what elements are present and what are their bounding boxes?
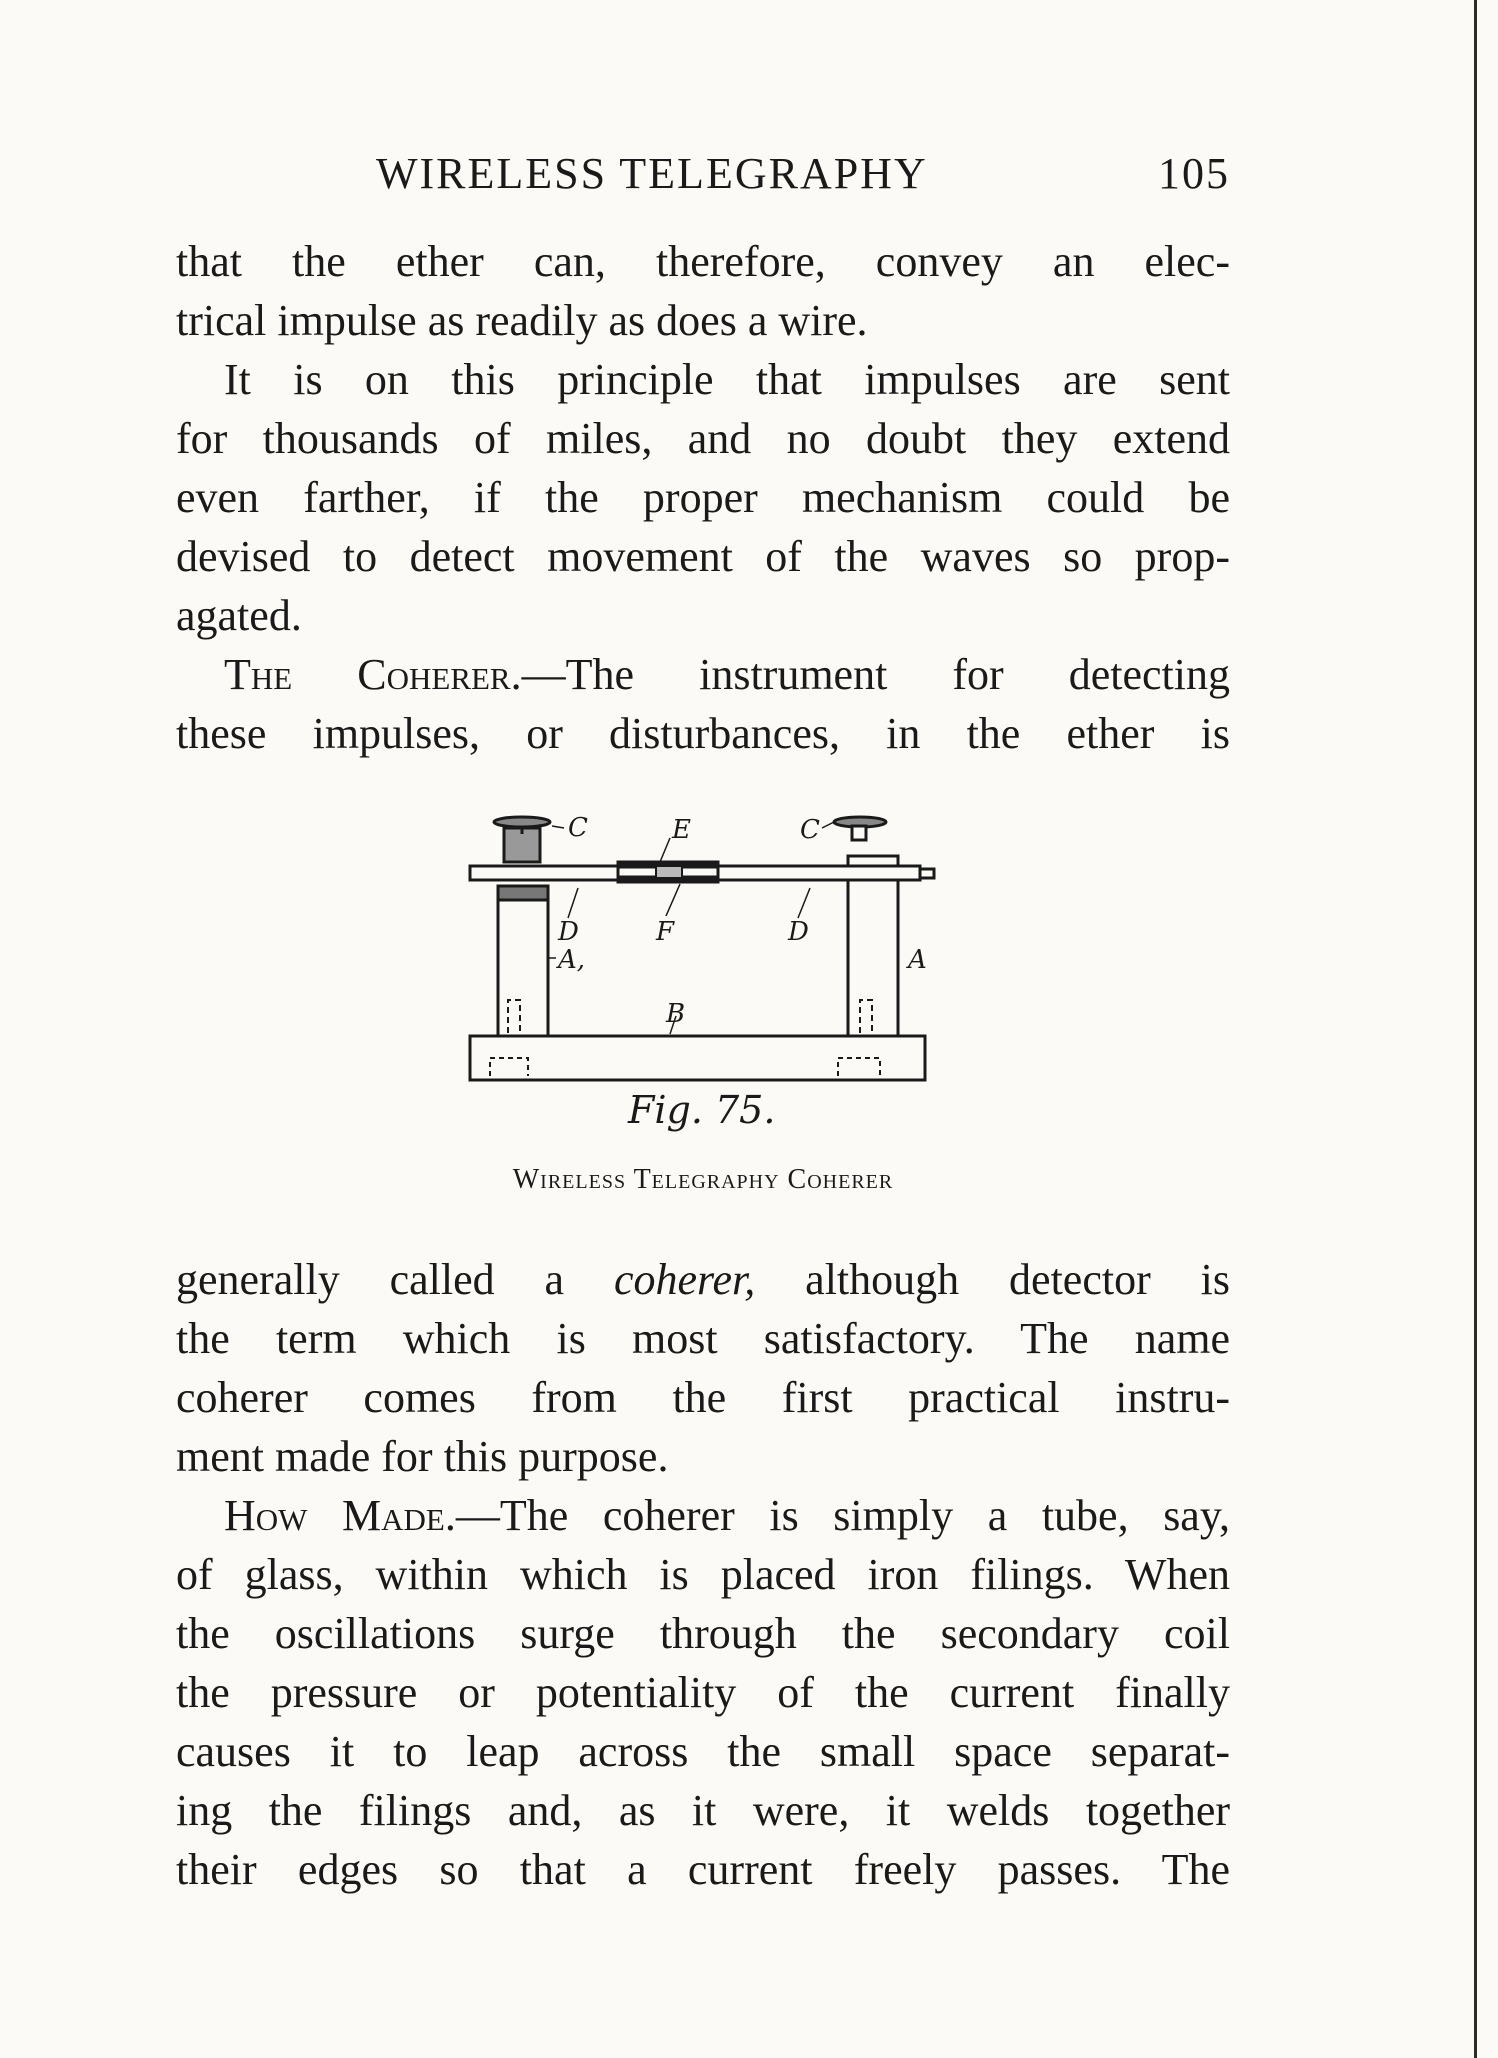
binding-screw-right-shaft [852, 826, 866, 840]
paragraph-4-line-1-pre: generally called a [176, 1255, 614, 1304]
label-c-left: C [568, 813, 588, 843]
paragraph-3-line-1-text: —The instrument for detecting [521, 650, 1230, 699]
paragraph-5-line-4: the pressure or potentiality of the current finally [176, 1668, 1230, 1717]
section-heading-coherer: The Coherer. [224, 650, 522, 699]
page-edge [1474, 0, 1477, 2058]
paragraph-2-line-5: agated. [176, 591, 302, 640]
paragraph-1-line-1: that the ether can, therefore, convey an elec- [176, 237, 1230, 286]
running-header [176, 148, 1230, 208]
label-f: F [656, 917, 675, 947]
coherer-figure [460, 808, 960, 1108]
filings [656, 866, 682, 878]
paragraph-4-line-2: the term which is most satisfactory. The name [176, 1314, 1230, 1363]
figure-caption: Wireless Telegraphy Coherer [512, 1164, 894, 1195]
paragraph-5-line-7: their edges so that a current freely passes. The [176, 1845, 1230, 1894]
label-e: E [672, 815, 691, 845]
paragraph-3-line-2: these impulses, or disturbances, in the ether is [176, 709, 1230, 758]
rod-end [920, 869, 934, 878]
paragraph-5-line-2: of glass, within which is placed iron filings. When [176, 1550, 1230, 1599]
collar-left [498, 886, 548, 900]
paragraph-2-line-4: devised to detect movement of the waves so prop- [176, 532, 1230, 581]
label-d-left: D [558, 917, 579, 947]
paragraph-2-line-2: for thousands of miles, and no doubt they extend [176, 414, 1230, 463]
paragraph-5-line-6: ing the filings and, as it were, it welds together [176, 1786, 1230, 1835]
text-block-top [176, 232, 1230, 763]
paragraph-4-line-1-post: although detector is [755, 1255, 1230, 1304]
leader-f [666, 884, 680, 916]
leader-e [660, 838, 670, 862]
pillar-left [498, 898, 548, 1036]
paragraph-4-line-1 [176, 1250, 1230, 1309]
paragraph-5-line-1 [176, 1486, 1230, 1545]
text-block-bottom [176, 1250, 1230, 1899]
paragraph-5-line-5: causes it to leap across the small space separat- [176, 1727, 1230, 1776]
paragraph-1-line-2: trical impulse as readily as does a wire. [176, 296, 868, 345]
binding-screw-left-head [494, 817, 550, 827]
leader-d-right [798, 888, 810, 918]
paragraph-5-line-1-text: —The coherer is simply a tube, say, [455, 1491, 1230, 1540]
label-a-right: A [908, 945, 927, 975]
running-title: WIRELESS TELEGRAPHY [376, 149, 928, 198]
term-coherer: coherer, [613, 1255, 756, 1304]
label-c-right: C [800, 815, 820, 845]
section-heading-how-made: How Made. [224, 1491, 456, 1540]
figure-number: Fig. 75. [628, 1088, 776, 1132]
paragraph-4-line-4: ment made for this purpose. [176, 1432, 669, 1481]
paragraph-3-line-1 [176, 645, 1230, 704]
leader-c-right [822, 822, 834, 828]
leader-d-left [568, 888, 578, 918]
page-number: 105 [1158, 149, 1230, 198]
paragraph-2-line-1: It is on this principle that impulses are sent [224, 355, 1230, 404]
leader-c-left [552, 826, 564, 828]
label-a-left: A, [558, 945, 586, 975]
paragraph-4-line-3: coherer comes from the first practical instru- [176, 1373, 1230, 1422]
paragraph-2-line-3: even farther, if the proper mechanism could be [176, 473, 1230, 522]
label-b: B [666, 999, 686, 1029]
paragraph-5-line-3: the oscillations surge through the secondary coil [176, 1609, 1230, 1658]
label-d-right: D [788, 917, 809, 947]
